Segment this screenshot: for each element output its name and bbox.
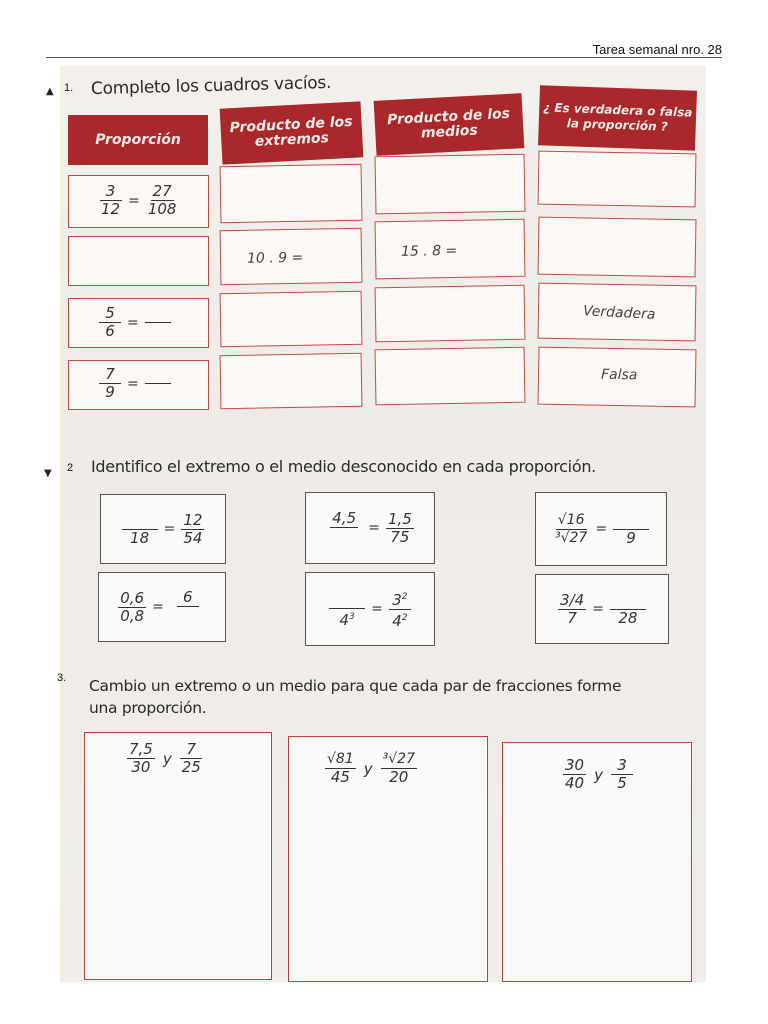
- exponent: 3: [349, 611, 355, 622]
- numerator: [389, 589, 411, 610]
- section1-title: Completo los cuadros vacíos.: [90, 72, 332, 100]
- denominator: 5: [617, 774, 627, 792]
- pencil-mark-icon: ▲: [46, 86, 54, 97]
- conjunction: y: [363, 759, 373, 778]
- equals-sign: =: [127, 375, 139, 392]
- equals-sign: =: [128, 192, 140, 209]
- equals-sign: =: [592, 601, 604, 617]
- section1-number: 1.: [64, 82, 74, 94]
- denominator: 18: [130, 529, 150, 547]
- fraction-pair-1: [127, 741, 203, 776]
- numerator-blank[interactable]: [610, 591, 646, 610]
- section3-number: 3.: [57, 672, 67, 684]
- cell-r2-extremos: [220, 228, 363, 285]
- denominator: 45: [330, 768, 350, 786]
- blank-line: [145, 322, 171, 323]
- r2-medios-text: 15 . 8 =: [400, 242, 458, 260]
- fraction: [329, 590, 365, 629]
- fraction: [326, 510, 362, 546]
- answer-box-2[interactable]: [288, 736, 488, 982]
- equals-sign: =: [595, 521, 608, 537]
- cell-r2-verdadera[interactable]: [538, 217, 697, 278]
- page-header: [46, 42, 722, 58]
- box-b5: [305, 572, 435, 646]
- box-b2: [305, 492, 435, 564]
- numerator-blank[interactable]: [329, 590, 365, 609]
- exponent: 2: [401, 591, 408, 602]
- fraction: [180, 741, 203, 776]
- cell-r3-medios[interactable]: [375, 285, 526, 343]
- denominator: 40: [565, 774, 585, 792]
- equals-sign: =: [127, 314, 139, 331]
- answer-box-3[interactable]: [502, 742, 692, 982]
- header-extremos: Producto de los extremos: [220, 101, 364, 164]
- cell-r1-extremos[interactable]: [220, 164, 363, 223]
- header-title: Tarea semanal nro. 28: [592, 42, 722, 57]
- fraction: [389, 589, 411, 630]
- cell-r3-verdadera: [538, 283, 697, 342]
- fraction: [146, 183, 179, 218]
- cell-r3-extremos[interactable]: [220, 291, 363, 347]
- fraction: [613, 511, 649, 547]
- numerator: 7,5: [129, 740, 153, 758]
- section3-title-line2: una proporción.: [89, 699, 207, 717]
- denominator: 25: [181, 758, 201, 776]
- fraction: [170, 589, 206, 625]
- blank-line: [145, 383, 171, 384]
- exponent: 2: [401, 612, 408, 623]
- base: 4: [392, 611, 402, 630]
- equals-sign: =: [368, 520, 380, 536]
- cell-r4-medios[interactable]: [375, 347, 526, 406]
- r4-answer: Falsa: [600, 366, 638, 384]
- fraction: [122, 511, 158, 547]
- numerator: 1,5: [387, 509, 412, 528]
- fraction: [99, 305, 121, 340]
- numerator: 7: [180, 741, 202, 759]
- numerator: 3/4: [560, 590, 585, 609]
- cell-r1-medios[interactable]: [375, 154, 526, 215]
- cell-r1-verdadera[interactable]: [538, 151, 697, 208]
- fraction: [558, 592, 586, 627]
- conjunction: y: [162, 749, 172, 768]
- section2-title: Identifico el extremo o el medio desconocido en cada proporción.: [91, 457, 596, 476]
- cell-r1-proporcion: [68, 175, 209, 228]
- section3-title-line1: Cambio un extremo o un medio para que cada par de fracciones forme: [89, 677, 622, 695]
- denominator: [336, 609, 358, 629]
- r2-extremos-text: 10 . 9 =: [246, 249, 304, 267]
- denominator: 108: [147, 200, 177, 218]
- answer-box-1[interactable]: [84, 732, 272, 980]
- denominator: 30: [131, 758, 151, 776]
- fraction: [611, 757, 633, 792]
- fraction: [563, 757, 586, 792]
- conjunction: y: [594, 765, 603, 784]
- fraction: [325, 751, 356, 786]
- numerator: 3: [611, 757, 633, 775]
- denominator: 12: [101, 200, 121, 218]
- fraction: [553, 512, 589, 547]
- numerator-blank[interactable]: [613, 511, 649, 530]
- cell-r2-medios: [375, 219, 526, 280]
- section2-number: 2: [67, 462, 74, 474]
- box-b6: [535, 574, 669, 644]
- denominator: 75: [390, 527, 410, 546]
- numerator: 5: [99, 305, 121, 323]
- box-b4: [98, 572, 226, 642]
- numerator: 6: [177, 589, 199, 607]
- denominator-blank[interactable]: [170, 607, 206, 625]
- numerator: √81: [327, 751, 354, 767]
- numerator: 30: [565, 756, 585, 774]
- denominator: 54: [183, 528, 203, 547]
- numerator: 4,5: [332, 509, 357, 527]
- numerator: 3: [100, 183, 122, 201]
- fraction: [99, 366, 121, 401]
- fraction-pair-3: [563, 757, 633, 792]
- denominator: 9: [626, 529, 636, 547]
- numerator-blank[interactable]: [122, 511, 158, 530]
- cell-r4-verdadera: [538, 347, 697, 408]
- box-b3: [535, 492, 667, 566]
- denominator: [389, 610, 411, 630]
- pencil-mark-icon: ▼: [44, 468, 52, 479]
- r3-answer: Verdadera: [582, 303, 656, 323]
- header-proporcion: Proporción: [68, 115, 208, 165]
- box-b1: [100, 494, 226, 564]
- numerator: ³√27: [382, 751, 415, 767]
- denominator: ³√27: [554, 529, 588, 546]
- cell-r4-extremos[interactable]: [220, 353, 363, 409]
- numerator: √16: [557, 511, 585, 528]
- numerator: 0,6: [120, 588, 145, 607]
- denominator: 0,8: [120, 606, 145, 625]
- denominator: 20: [389, 768, 409, 786]
- cell-r2-proporcion[interactable]: [68, 236, 209, 286]
- fraction: [181, 512, 204, 547]
- fraction: [381, 751, 417, 786]
- denominator-blank[interactable]: [326, 528, 362, 546]
- numerator: 7: [99, 366, 121, 384]
- header-medios: Producto de los medios: [374, 93, 525, 156]
- cell-r3-proporcion: [68, 298, 209, 348]
- cell-r4-proporcion: [68, 360, 209, 410]
- equals-sign: =: [152, 599, 164, 615]
- base: 4: [339, 610, 350, 629]
- base: 3: [392, 590, 402, 609]
- fraction-pair-2: [325, 751, 417, 786]
- fraction: [99, 183, 122, 218]
- denominator: 7: [567, 608, 577, 627]
- fraction: [610, 591, 646, 627]
- equals-sign: =: [371, 601, 383, 617]
- denominator: 6: [105, 322, 115, 340]
- denominator: 28: [618, 609, 638, 627]
- denominator: 9: [105, 383, 115, 401]
- header-verdadera: ¿ Es verdadera o falsa la proporción ?: [538, 85, 697, 150]
- fraction: [127, 741, 155, 776]
- fraction: [386, 511, 414, 546]
- numerator: 12: [183, 510, 203, 529]
- numerator: 27: [152, 182, 172, 200]
- fraction: [118, 590, 146, 625]
- equals-sign: =: [163, 521, 176, 537]
